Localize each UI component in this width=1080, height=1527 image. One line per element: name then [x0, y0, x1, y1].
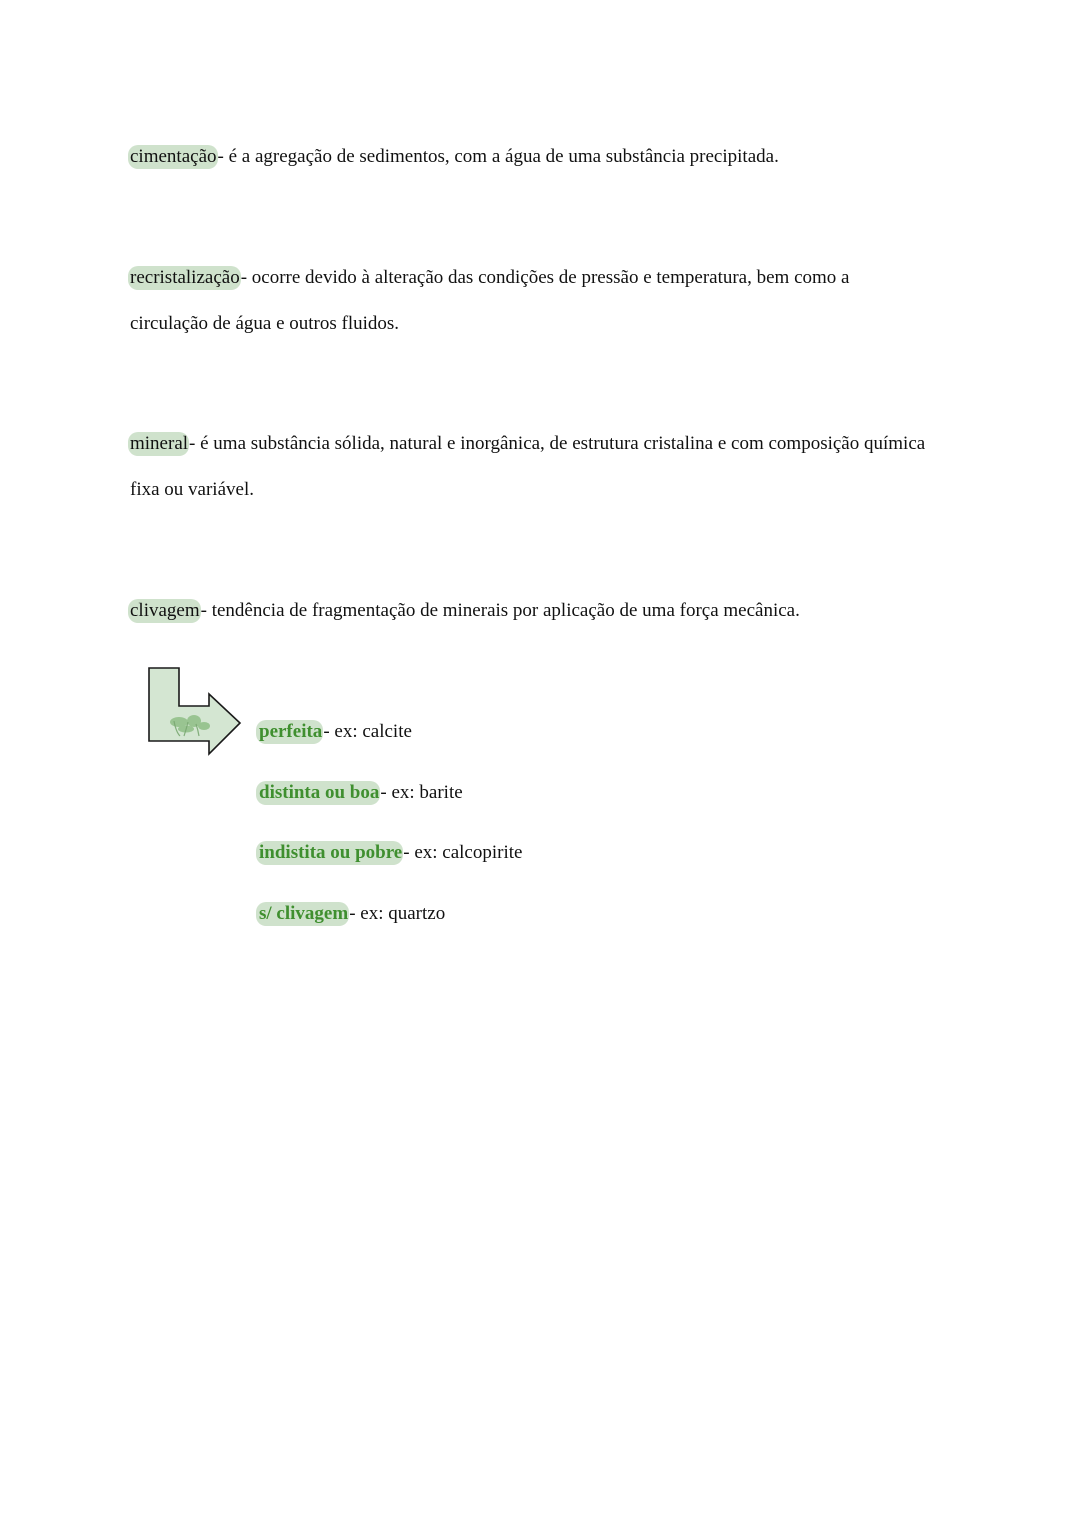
definition-mineral [130, 421, 930, 513]
cleavage-example: - ex: barite [380, 781, 463, 803]
list-item [259, 891, 522, 952]
cleavage-example: - ex: quartzo [349, 902, 446, 924]
bent-arrow-icon [146, 666, 242, 758]
definition-text: - tendência de fragmentação de minerais por aplicação de uma força mecânica. [200, 600, 800, 621]
cleavage-term: s/ clivagem [256, 902, 349, 926]
definition-term: clivagem [130, 600, 200, 621]
definition-text: - é a agregação de sedimentos, com a água de uma substância precipitada. [217, 146, 779, 167]
cleavage-term: distinta ou boa [256, 781, 380, 805]
cleavage-example: - ex: calcite [323, 721, 412, 742]
definition-text: - ocorre devido à alteração das condições de pressão e temperatura, bem como a circulação de água e outros fluidos. [130, 267, 850, 334]
definition-term: mineral [130, 433, 189, 454]
list-item [259, 709, 522, 770]
cleavage-term: perfeita [256, 720, 323, 744]
cleavage-term: indistita ou pobre [256, 841, 403, 865]
cleavage-types-list [259, 709, 522, 951]
definition-clivagem [130, 588, 930, 634]
definition-term: recristalização [130, 267, 240, 288]
definition-text: - é uma substância sólida, natural e inorgânica, de estrutura cristalina e com composição química fixa ou variável. [130, 433, 926, 500]
list-item [259, 830, 522, 891]
cleavage-example: - ex: calcopirite [403, 842, 523, 863]
definition-cimentacao [130, 134, 930, 180]
list-item [259, 770, 522, 831]
definition-recristalizacao [130, 255, 930, 347]
definition-term: cimentação [130, 146, 217, 167]
